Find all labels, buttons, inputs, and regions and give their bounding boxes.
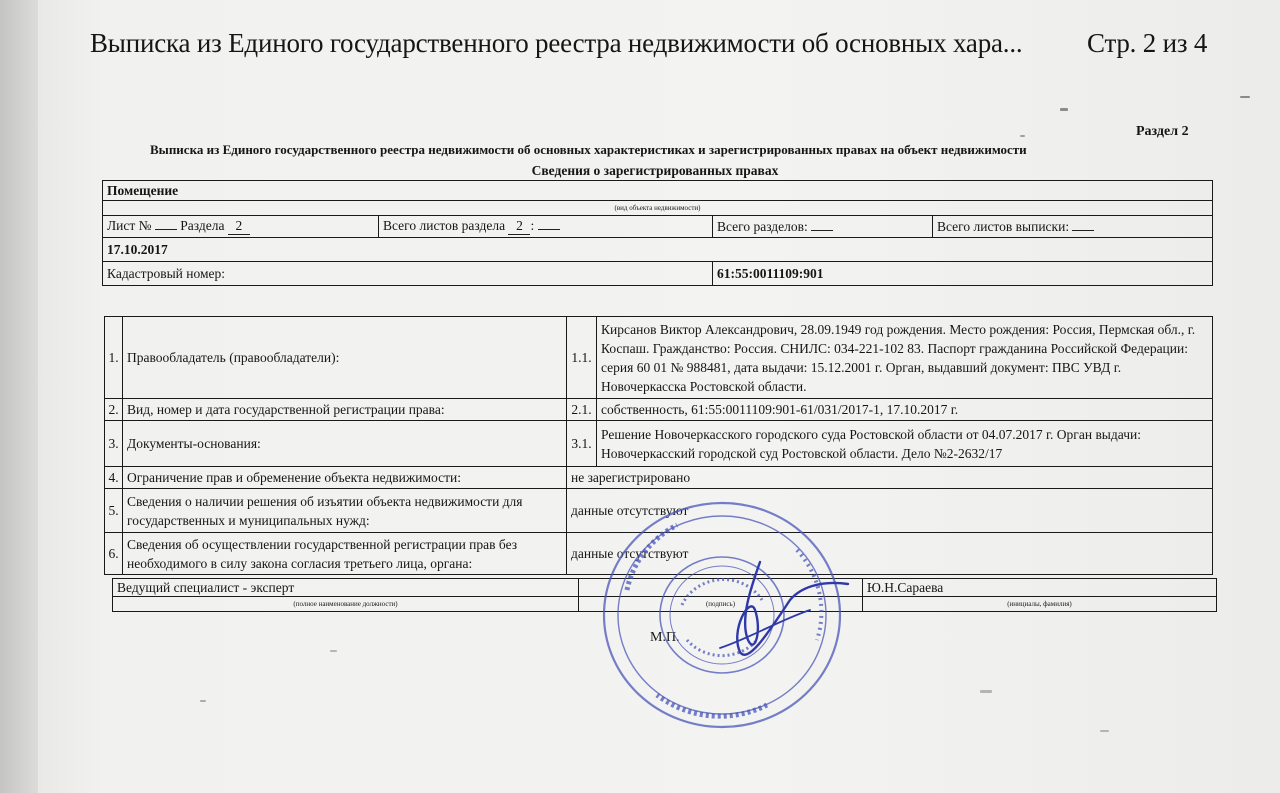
page-edge-shadow [0,0,38,793]
row-number: 3. [105,421,123,467]
table-row [105,467,1213,489]
sheet-number-cell [103,216,379,238]
row-subnumber: 3.1. [567,421,597,467]
handwritten-signature-icon [700,560,850,670]
table-row [105,317,1213,399]
cadastral-number: 61:55:0011109:901 [713,262,1213,286]
print-header [90,28,1230,59]
section-number: 2 [228,218,250,235]
total-sections-cell [713,216,933,238]
signer-position: Ведущий специалист - эксперт [113,579,579,597]
row-number: 1. [105,317,123,399]
row-label: Документы-основания: [123,421,567,467]
row-number: 4. [105,467,123,489]
row-number: 2. [105,399,123,421]
total-sheets-section: 2 [508,218,530,235]
table-row [105,399,1213,421]
print-header-title: Выписка из Единого государственного реестра недвижимости об основных хара... [90,28,1023,58]
row-label: Правообладатель (правообладатели): [123,317,567,399]
document-title: Выписка из Единого государственного реестра недвижимости об основных характеристиках и зарегистрированных правах на объект недвижимости [150,142,1027,157]
signer-name: Ю.Н.Сараева [863,579,1217,597]
row-label: Вид, номер и дата государственной регистрации права: [123,399,567,421]
row-value: Решение Новочеркасского городского суда Ростовской области от 04.07.2017 г. Орган выдачи: Новочеркасский городской суд Ростовской области. Дело №2-2632/17 [597,421,1213,467]
total-sections-label: Всего разделов: [717,218,808,234]
position-caption: (полное наименование должности) [113,597,579,612]
sheet-label: Лист № [107,218,152,233]
row-value: Кирсанов Виктор Александрович, 28.09.1949 год рождения. Место рождения: Россия, Пермская обл., г. Коспаш. Гражданство: Россия. СНИЛС: 034-221-102 83. Паспорт гражданина Российской Федерации: серия 60 01 № 988481, дата выдачи: 15.12.2001 г. Орган, выдавший документ: ПВС УВД г. Новочеркасска Ростовской области. [597,317,1213,399]
row-value: данные отсутствуют [567,533,1213,575]
row-label: Сведения об осуществлении государственной регистрации прав без необходимого в силу закона согласия третьего лица, органа: [123,533,567,575]
object-type: Помещение [103,181,1213,201]
object-info-table [102,180,1213,286]
row-value: не зарегистрировано [567,467,1213,489]
table-row [105,421,1213,467]
signature-caption: (подпись) [579,597,863,612]
total-sheets-cell [933,216,1213,238]
document-subtitle: Сведения о зарегистрированных правах [531,163,779,178]
extract-date: 17.10.2017 [103,238,1213,262]
page-counter: Стр. 2 из 4 [1087,28,1208,58]
section-label: Раздел 2 [1136,124,1189,139]
object-type-caption: (вид объекта недвижимости) [103,201,1213,216]
row-value: данные отсутствуют [567,489,1213,533]
total-sheets-section-cell: Всего листов раздела 2 : [379,216,713,238]
cadastral-label: Кадастровый номер: [103,262,713,286]
row-label: Сведения о наличии решения об изъятии объекта недвижимости для государственных и муниципальных нужд: [123,489,567,533]
section-of-label: Раздела [180,218,225,233]
row-number: 6. [105,533,123,575]
stamp-place-label: М.П. [650,630,680,645]
row-subnumber: 2.1. [567,399,597,421]
row-subnumber: 1.1. [567,317,597,399]
row-value: собственность, 61:55:0011109:901-61/031/2017-1, 17.10.2017 г. [597,399,1213,421]
total-sheets-label: Всего листов выписки: [937,218,1070,234]
name-caption: (инициалы, фамилия) [863,597,1217,612]
row-label: Ограничение прав и обременение объекта недвижимости: [123,467,567,489]
total-sheets-section-label: Всего листов раздела [383,218,506,233]
row-number: 5. [105,489,123,533]
